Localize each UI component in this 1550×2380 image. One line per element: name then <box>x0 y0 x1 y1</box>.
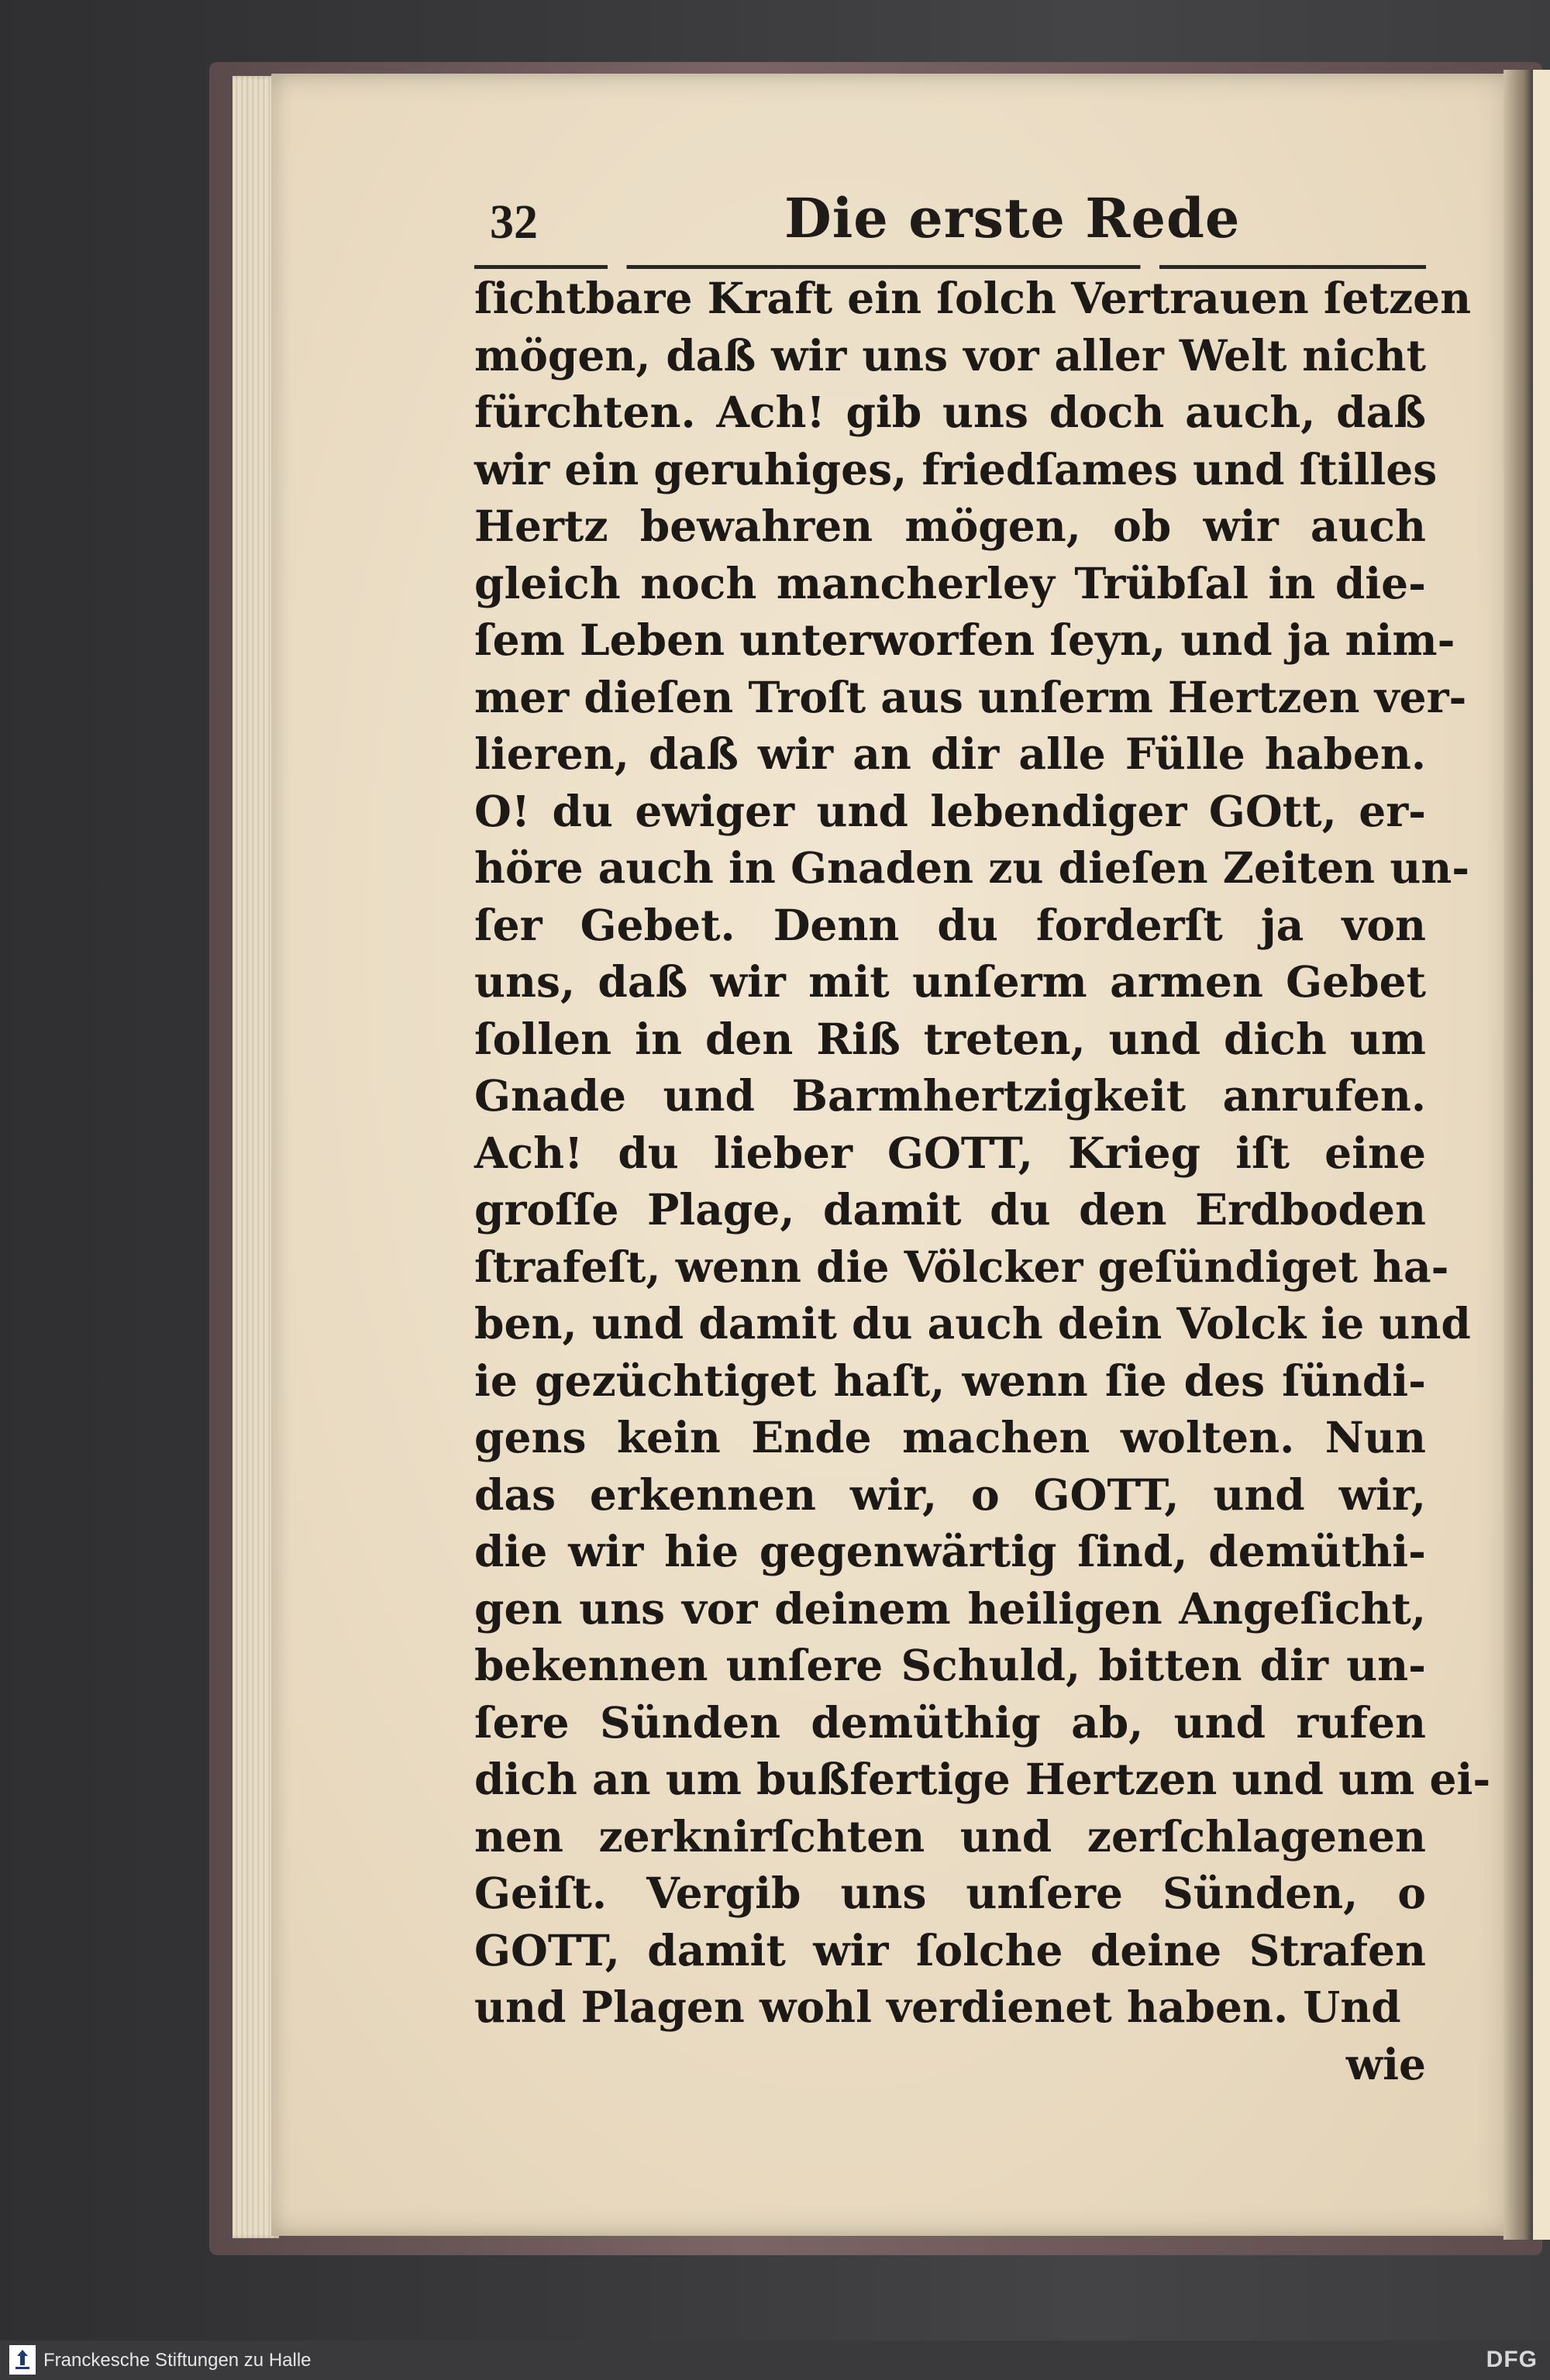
text-line: ben, und damit du auch dein Volck ie und <box>474 1298 1471 1348</box>
institution-label: Franckesche Stiftungen zu Halle <box>43 2350 312 2371</box>
text-line: mer dieſen Troſt aus unſerm Hertzen ver- <box>474 671 1467 722</box>
text-line: gen uns vor deinem heiligen Angeſicht, <box>474 1583 1426 1634</box>
running-head-title: Die erste Rede <box>784 186 1241 250</box>
text-line: Hertz bewahren mögen, ob wir auch <box>474 501 1426 551</box>
text-line: bekennen unſere Schuld, bitten dir un- <box>474 1640 1426 1690</box>
text-line: ſollen in den Riß treten, und dich um <box>474 1013 1426 1064</box>
text-line: lieren, daß wir an dir alle Fülle haben. <box>474 728 1426 779</box>
text-line: ſer Gebet. Denn du forderſt ja von <box>474 899 1426 950</box>
text-line: gens kein Ende machen wolten. Nun <box>474 1412 1426 1462</box>
text-line: das erkennen wir, o GOTT, und wir, <box>474 1469 1426 1520</box>
text-line: dich an um bußfertige Hertzen und um ei- <box>474 1754 1491 1804</box>
text-line: ſem Leben unterworfen ſeyn, und ja nim- <box>474 615 1455 665</box>
text-line: groſſe Plage, damit du den Erdboden <box>474 1184 1426 1235</box>
text-line: nen zerknirſchten und zerſchlagenen <box>474 1810 1426 1862</box>
text-line: ie gezüchtiget haſt, wenn ſie des ſündi- <box>474 1355 1426 1406</box>
text-line: Geiſt. Vergib uns unſere Sünden, o <box>474 1868 1426 1918</box>
institution-logo-icon <box>9 2345 36 2375</box>
text-line: Gnade und Barmhertzigkeit anrufen. <box>474 1070 1426 1121</box>
text-line: uns, daß wir mit unſerm armen Gebet <box>474 956 1426 1007</box>
text-line: ſere Sünden demüthig ab, und rufen <box>474 1696 1426 1748</box>
text-line: ſichtbare Kraft ein ſolch Vertrauen ſetzen <box>474 273 1472 323</box>
running-head-rule <box>474 265 1426 269</box>
text-line: die wir hie gegenwärtig ſind, demüthi- <box>474 1526 1426 1576</box>
dfg-logo: DFG <box>1486 2347 1538 2372</box>
text-line: ſtrafeſt, wenn die Völcker geſündiget ha- <box>474 1241 1449 1292</box>
viewer-footer <box>0 2340 1550 2380</box>
body-text <box>474 270 1491 2092</box>
text-line: und Plagen wohl verdienet haben. Und <box>474 1982 1401 2032</box>
text-line: O! du ewiger und lebendiger GOtt, er- <box>474 785 1426 836</box>
text-line: höre auch in Gnaden zu dieſen Zeiten un- <box>474 842 1470 893</box>
facing-page-edge <box>1533 70 1550 2240</box>
text-line: wir ein geruhiges, friedſames und ſtilles <box>474 443 1438 494</box>
page-number: 32 <box>490 196 538 249</box>
catchword: wie <box>1345 2038 1426 2089</box>
text-line: mögen, daß wir uns vor aller Welt nicht <box>474 329 1426 381</box>
text-line: gleich noch mancherley Trübſal in die- <box>474 557 1426 608</box>
text-line: Ach! du lieber GOTT, Krieg iſt eine <box>474 1127 1426 1178</box>
running-head <box>474 178 1420 256</box>
text-line: GOTT, damit wir ſolche deine Strafen <box>474 1924 1426 1975</box>
text-line: fürchten. Ach! gib uns doch auch, daß <box>474 387 1426 437</box>
